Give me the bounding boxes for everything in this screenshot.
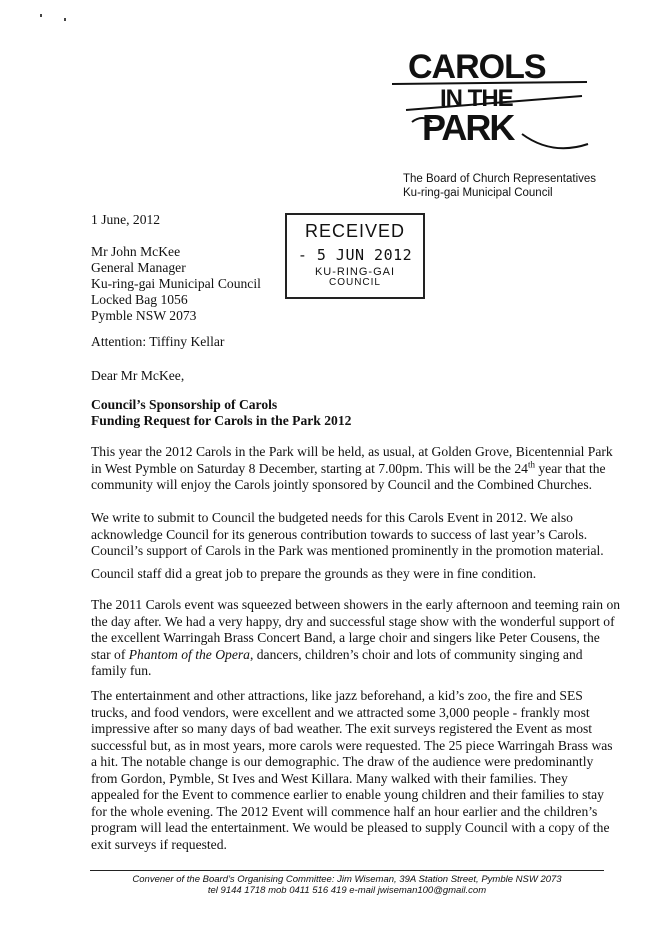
paragraph-line: from Gordon, Pymble, St Ives and West Killara. Many walked with their families. They bbox=[91, 770, 568, 786]
scan-speck bbox=[40, 14, 42, 17]
address-line: General Manager bbox=[91, 260, 186, 275]
address-line: Ku-ring-gai Municipal Council bbox=[91, 276, 261, 291]
attention-line: Attention: Tiffiny Kellar bbox=[91, 334, 225, 349]
footer-divider bbox=[90, 870, 604, 871]
footer-line-2: tel 9144 1718 mob 0411 516 419 e-mail jwiseman100@gmail.com bbox=[207, 885, 487, 896]
address-line: Mr John McKee bbox=[91, 244, 181, 259]
paragraph-5 bbox=[91, 688, 613, 853]
paragraph-line: Council staff did a great job to prepare the grounds as they were in fine condition. bbox=[91, 566, 537, 581]
paragraph-line bbox=[91, 647, 605, 664]
paragraph-line: the excellent Warringah Brass Concert Band, a large choir and singers like Peter Cousens, the bbox=[91, 630, 600, 645]
paragraph-line: program will lead the entertainment. We would be pleased to supply Council with a copy of the bbox=[91, 820, 610, 835]
text-segment: in West Pymble on Saturday 8 December, starting at 7.00pm. This will be the 24 bbox=[91, 460, 528, 476]
paragraph-line: trucks, and food vendors, were excellent and we attracted some 3,000 people - frankly most bbox=[91, 704, 590, 720]
paragraph-line: The 2011 Carols event was squeezed between showers in the early afternoon and teeming rain on bbox=[91, 597, 621, 612]
paragraph-line: This year the 2012 Carols in the Park will be held, as usual, at Golden Grove, Bicentennial Park bbox=[91, 444, 613, 459]
subject-line-1: Council’s Sponsorship of Carols bbox=[91, 397, 278, 412]
salutation: Dear Mr McKee, bbox=[91, 368, 185, 383]
paragraph-line: Council’s support of Carols in the Park was mentioned prominently in the promotion material. bbox=[91, 543, 604, 558]
text-segment: star of bbox=[91, 646, 129, 662]
recipient-address bbox=[91, 244, 261, 324]
italic-title: Phantom of the Opera bbox=[128, 646, 250, 662]
letter-date: 1 June, 2012 bbox=[91, 212, 161, 227]
org-line-2: Ku-ring-gai Municipal Council bbox=[403, 187, 553, 199]
address-line: Locked Bag 1056 bbox=[91, 292, 188, 307]
stamp-date: - 5 JUN 2012 bbox=[297, 246, 413, 264]
paragraph-line: community will enjoy the Carols jointly sponsored by Council and the Combined Churches. bbox=[91, 477, 593, 492]
footer bbox=[90, 874, 604, 896]
paragraph-line: successful but, as in most years, more carols were requested. The 25 piece Warringah Brass was bbox=[91, 737, 613, 753]
stamp-line-2: COUNCIL bbox=[328, 277, 381, 288]
logo-line-1: CAROLS bbox=[408, 48, 546, 86]
paragraph-line: family fun. bbox=[91, 663, 152, 678]
paragraph-1 bbox=[91, 444, 613, 494]
received-stamp bbox=[285, 213, 425, 299]
paragraph-line: appealed for the Event to commence earlier to enable young children and their families to stay bbox=[91, 787, 604, 802]
carols-in-the-park-logo bbox=[392, 38, 592, 156]
organisation-block bbox=[403, 172, 596, 200]
org-line-1: The Board of Church Representatives bbox=[403, 173, 597, 185]
address-line: Pymble NSW 2073 bbox=[91, 308, 197, 323]
paragraph-line: acknowledge Council for its generous contribution towards to success of last year’s Carols. bbox=[91, 526, 588, 542]
paragraph-line: impressive after so many days of bad weather. The exit surveys registered the Event as most bbox=[91, 721, 593, 736]
superscript: th bbox=[527, 458, 535, 469]
paragraph-line bbox=[91, 458, 606, 478]
subject-line-2: Funding Request for Carols in the Park 2012 bbox=[91, 413, 352, 428]
paragraph-4 bbox=[91, 597, 621, 680]
paragraph-line: the day after. We had a very happy, dry and successful stage show with the wonderful support of bbox=[91, 613, 615, 629]
text-segment: , dancers, children’s choir and lots of community singing and bbox=[249, 646, 583, 662]
subject-block bbox=[91, 397, 351, 429]
paragraph-2 bbox=[91, 510, 605, 560]
text-segment: year that the bbox=[534, 460, 606, 476]
scan-speck bbox=[64, 18, 66, 21]
logo-line-3: PARK bbox=[422, 107, 514, 148]
paragraph-line: for the whole evening. The 2012 Event will commence half an hour earlier and the children’s bbox=[91, 803, 598, 819]
paragraph-line: We write to submit to Council the budgeted needs for this Carols Event in 2012. We also bbox=[91, 510, 573, 525]
stamp-title: RECEIVED bbox=[304, 221, 406, 241]
paragraph-3 bbox=[91, 566, 605, 583]
paragraph-line: The entertainment and other attractions, like jazz beforehand, a kid’s zoo, the fire and SES bbox=[91, 688, 583, 703]
logo-line-2: IN THE bbox=[440, 85, 513, 112]
paragraph-line: a hit. The notable change is our demographic. The draw of the audience were predominantly bbox=[91, 754, 594, 769]
paragraph-line: exit surveys if requested. bbox=[91, 836, 227, 852]
footer-line-1: Convener of the Board’s Organising Committee: Jim Wiseman, 39A Station Street, Pymble NSW 2073 bbox=[132, 874, 562, 885]
stamp-line-1: KU-RING-GAI bbox=[314, 266, 396, 278]
